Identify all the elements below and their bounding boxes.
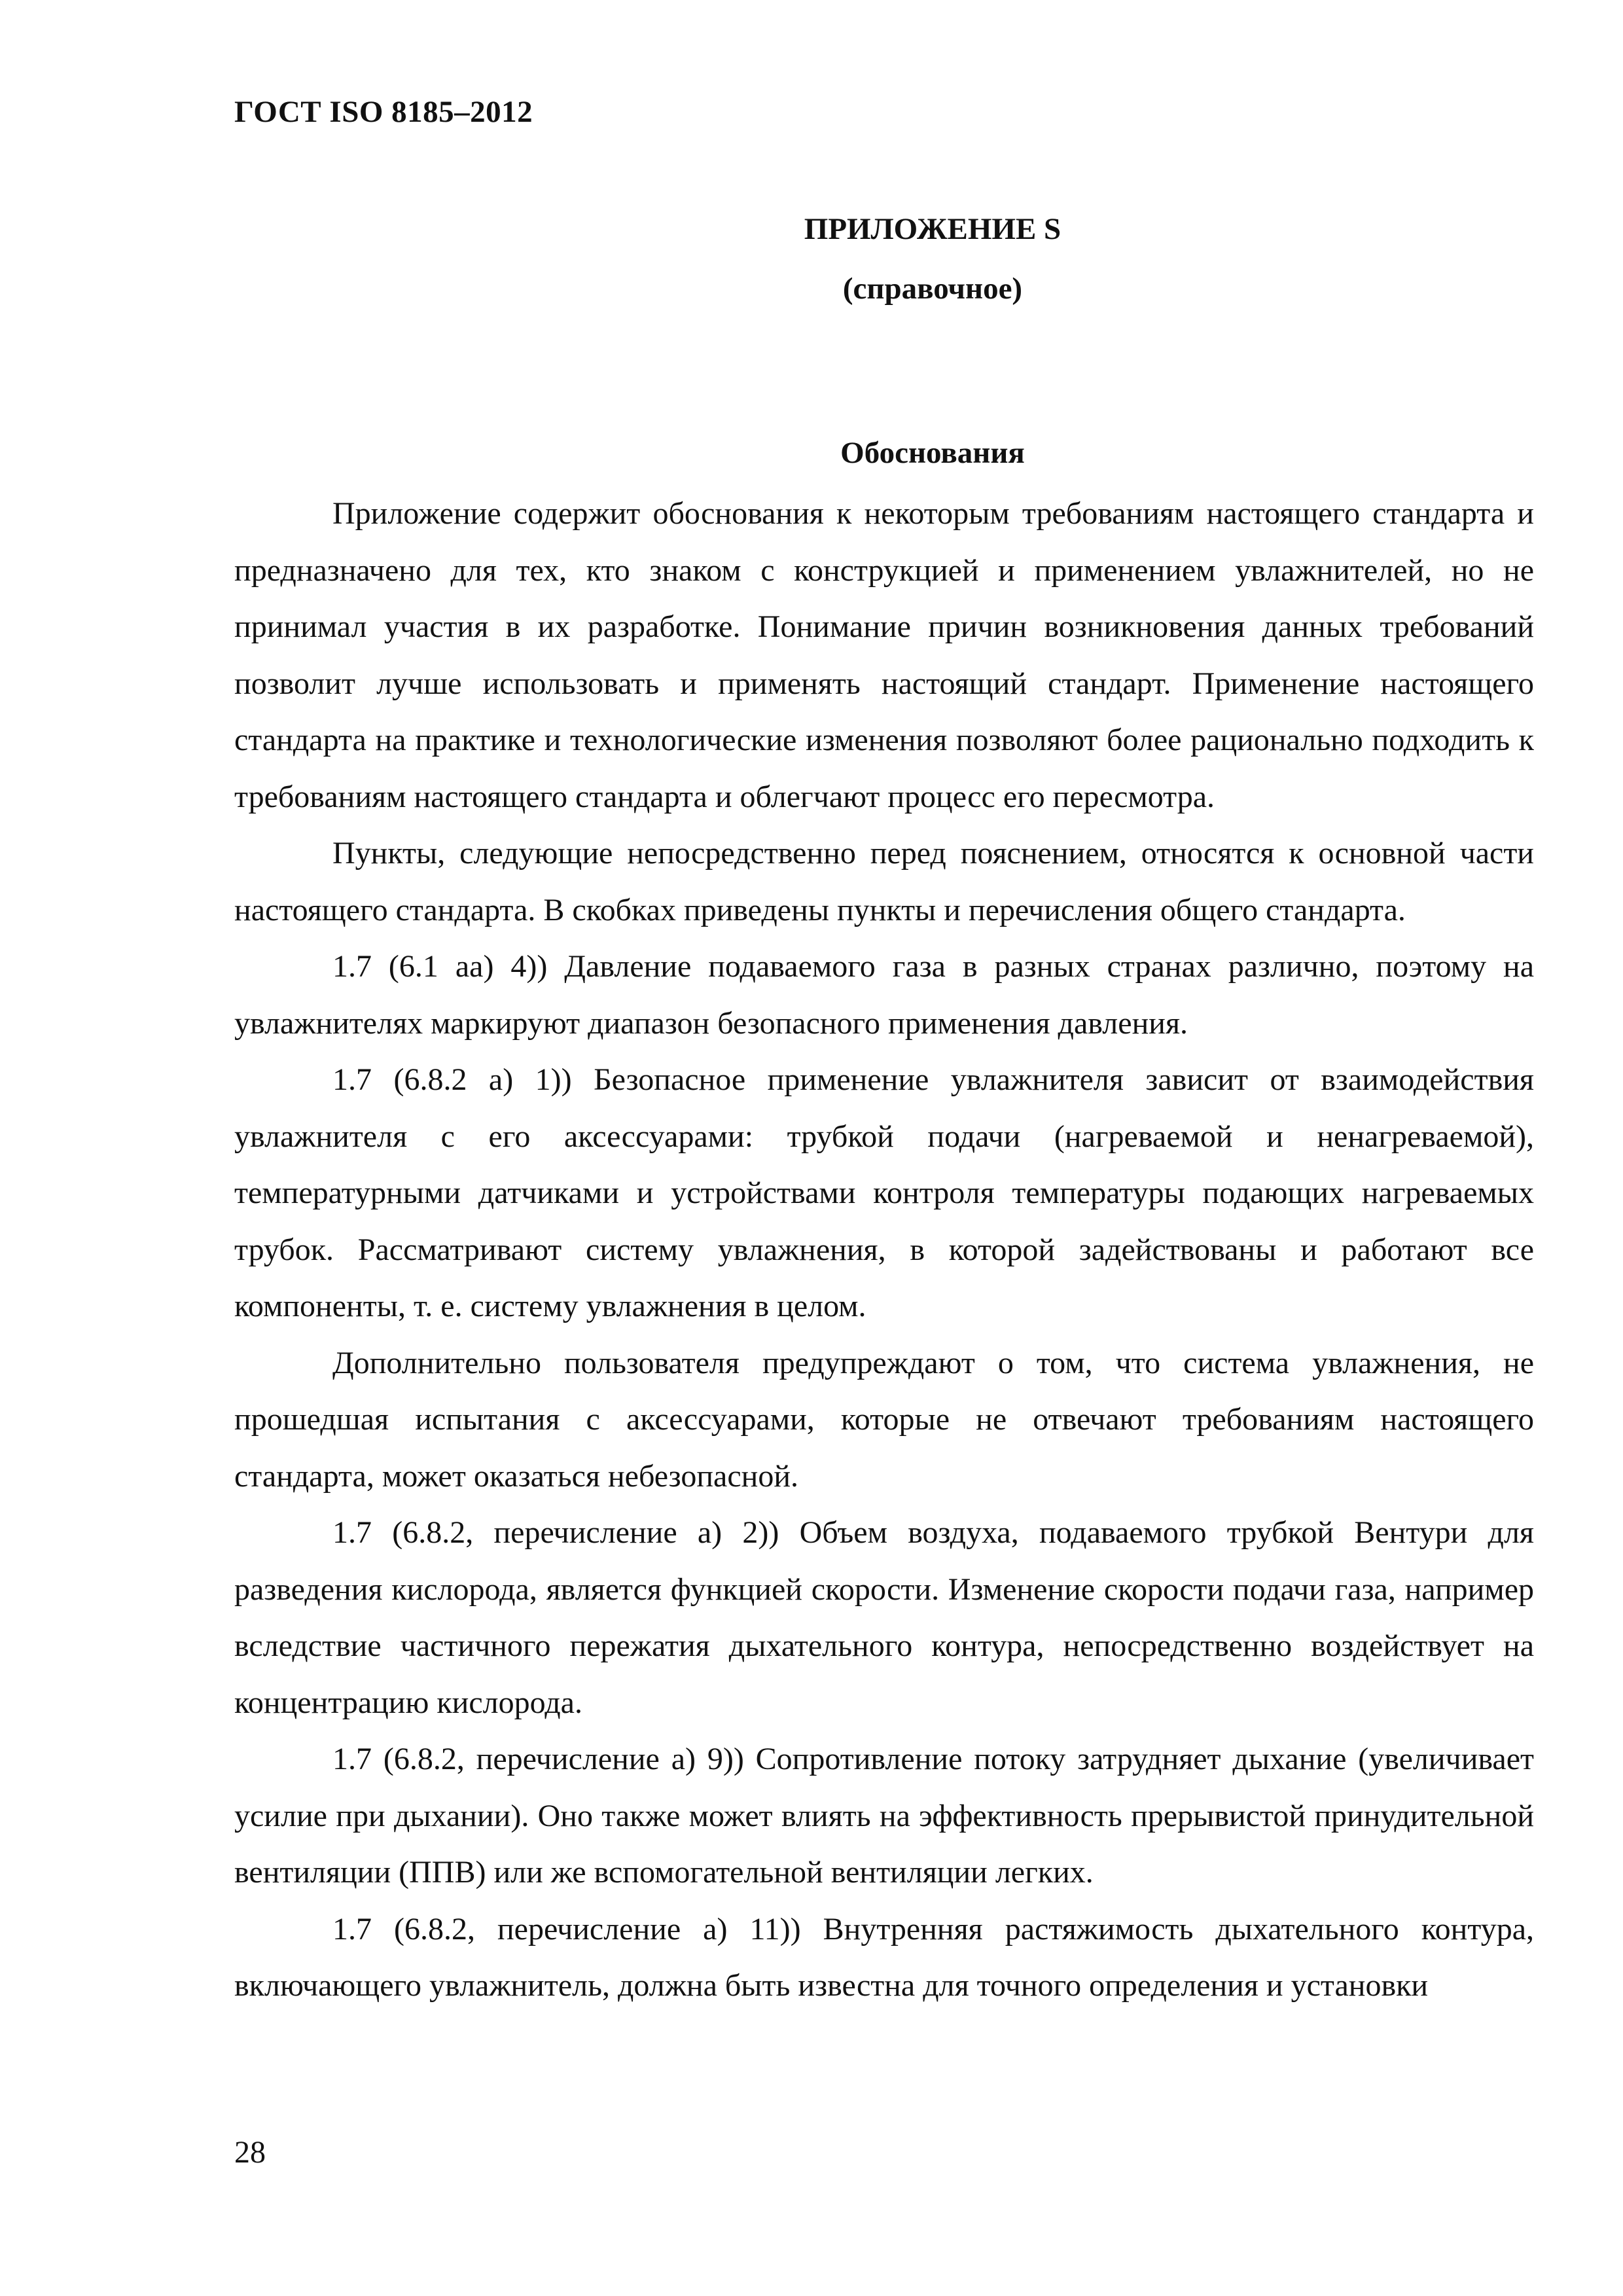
standard-code-header: ГОСТ ISO 8185–2012 [234,95,533,129]
paragraph-intro: Приложение содержит обоснования к некоторым требованиям настоящего стандарта и предназначено для тех, кто знаком с конструкцией и применением увлажнителей, но не принимал участия в их разработке. Понимание причин возникновения данных требований позволит лучше использовать и применять настоящий стандарт. Применение настоящего стандарта на практике и технологические изменения позволяют более рационально подходить к требованиям настоящего стандарта и облегчают процесс его пересмотра. [234,496,1534,814]
paragraph-clause-6-8-2-a-9: 1.7 (6.8.2, перечисление а) 9)) Сопротивление потоку затрудняет дыхание (увеличивает усилие при дыхании). Оно также может влиять на эффективность прерывистой принудительной вентиляции (ППВ) или же вспомогательной вентиляции легких. [234,1742,1534,1890]
paragraph-clause-6-8-2-a-11: 1.7 (6.8.2, перечисление а) 11)) Внутренняя растяжимость дыхательного контура, включающего увлажнитель, должна быть известна для точного определения и установки [234,1911,1534,2003]
paragraph-clause-6-1-aa-4: 1.7 (6.1 аа) 4)) Давление подаваемого газа в разных странах различно, поэтому на увлажнителях маркируют диапазон безопасного применения давления. [234,949,1534,1041]
section-heading: Обоснования [840,436,1025,470]
paragraph-user-warning: Дополнительно пользователя предупреждают о том, что система увлажнения, не прошедшая испытания с аксессуарами, которые не отвечают требованиям настоящего стандарта, может оказаться небезопасной. [234,1345,1534,1494]
paragraph-clause-6-8-2-a-2: 1.7 (6.8.2, перечисление а) 2)) Объем воздуха, подаваемого трубкой Вентури для разведения кислорода, является функцией скорости. Изменение скорости подачи газа, например вследствие частичного пережатия дыхательного контура, непосредственно воздействует на концентрацию кислорода. [234,1515,1534,1720]
paragraph-clause-references: Пункты, следующие непосредственно перед пояснением, относятся к основной части настоящего стандарта. В скобках приведены пункты и перечисления общего стандарта. [234,836,1534,927]
page-number: 28 [234,2135,266,2170]
appendix-title: ПРИЛОЖЕНИЕ S [804,212,1061,246]
body-text [234,486,1534,2015]
appendix-subtitle: (справочное) [842,272,1023,306]
paragraph-clause-6-8-2-a-1: 1.7 (6.8.2 а) 1)) Безопасное применение увлажнителя зависит от взаимодействия увлажнителя с его аксессуарами: трубкой подачи (нагреваемой и ненагреваемой), температурными датчиками и устройствами контроля температуры подающих нагреваемых трубок. Рассматривают систему увлажнения, в которой задействованы и работают все компоненты, т. е. систему увлажнения в целом. [234,1062,1534,1323]
